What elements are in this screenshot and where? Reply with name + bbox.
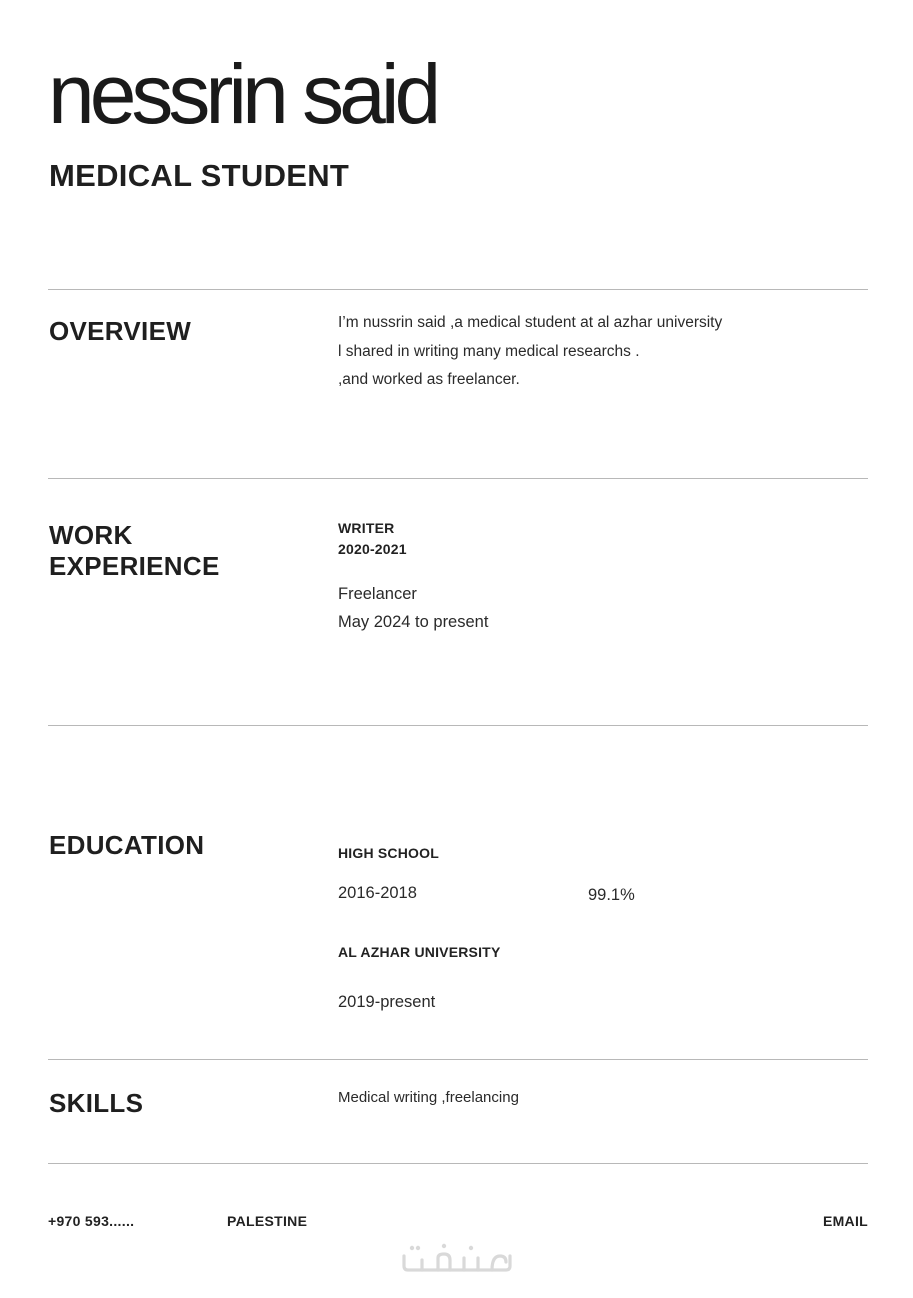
skills-text: Medical writing ,freelancing (338, 1089, 519, 1106)
divider (48, 289, 868, 290)
school-name: AL AZHAR UNIVERSITY (338, 944, 501, 960)
school-dates: 2016-2018 (338, 884, 417, 902)
school-name: HIGH SCHOOL (338, 845, 439, 861)
school-grade: 99.1% (588, 886, 635, 904)
footer-email: EMAIL (822, 1213, 868, 1229)
divider (48, 478, 868, 479)
divider (48, 1059, 868, 1060)
job-dates: May 2024 to present (338, 613, 489, 631)
skills-title: SKILLS (49, 1088, 144, 1118)
work-title-line: WORK (49, 520, 133, 550)
divider (48, 725, 868, 726)
overview-line: l shared in writing many medical researchs . (338, 342, 640, 360)
footer-location: PALESTINE (227, 1213, 308, 1229)
divider (48, 1163, 868, 1164)
job-entry-freelancer (338, 580, 488, 636)
work-title-line: EXPERIENCE (49, 551, 220, 581)
school-dates: 2019-present (338, 993, 436, 1011)
resume-role: MEDICAL STUDENT (49, 158, 350, 193)
overview-text (338, 309, 722, 395)
overview-title: OVERVIEW (49, 316, 192, 346)
overview-line: ,and worked as freelancer. (338, 371, 520, 388)
overview-line: I’m nussrin said ,a medical student at al azhar university (338, 314, 723, 331)
job-title: WRITER (338, 520, 395, 536)
job-dates: 2020-2021 (338, 541, 407, 557)
footer-phone: +970 593...... (48, 1213, 135, 1229)
khamsat-watermark-logo (400, 1242, 512, 1276)
education-title: EDUCATION (49, 830, 205, 860)
resume-name: nessrin said (48, 47, 437, 141)
job-title: Freelancer (338, 585, 417, 603)
job-entry-writer (338, 518, 407, 560)
work-experience-title (49, 520, 220, 582)
